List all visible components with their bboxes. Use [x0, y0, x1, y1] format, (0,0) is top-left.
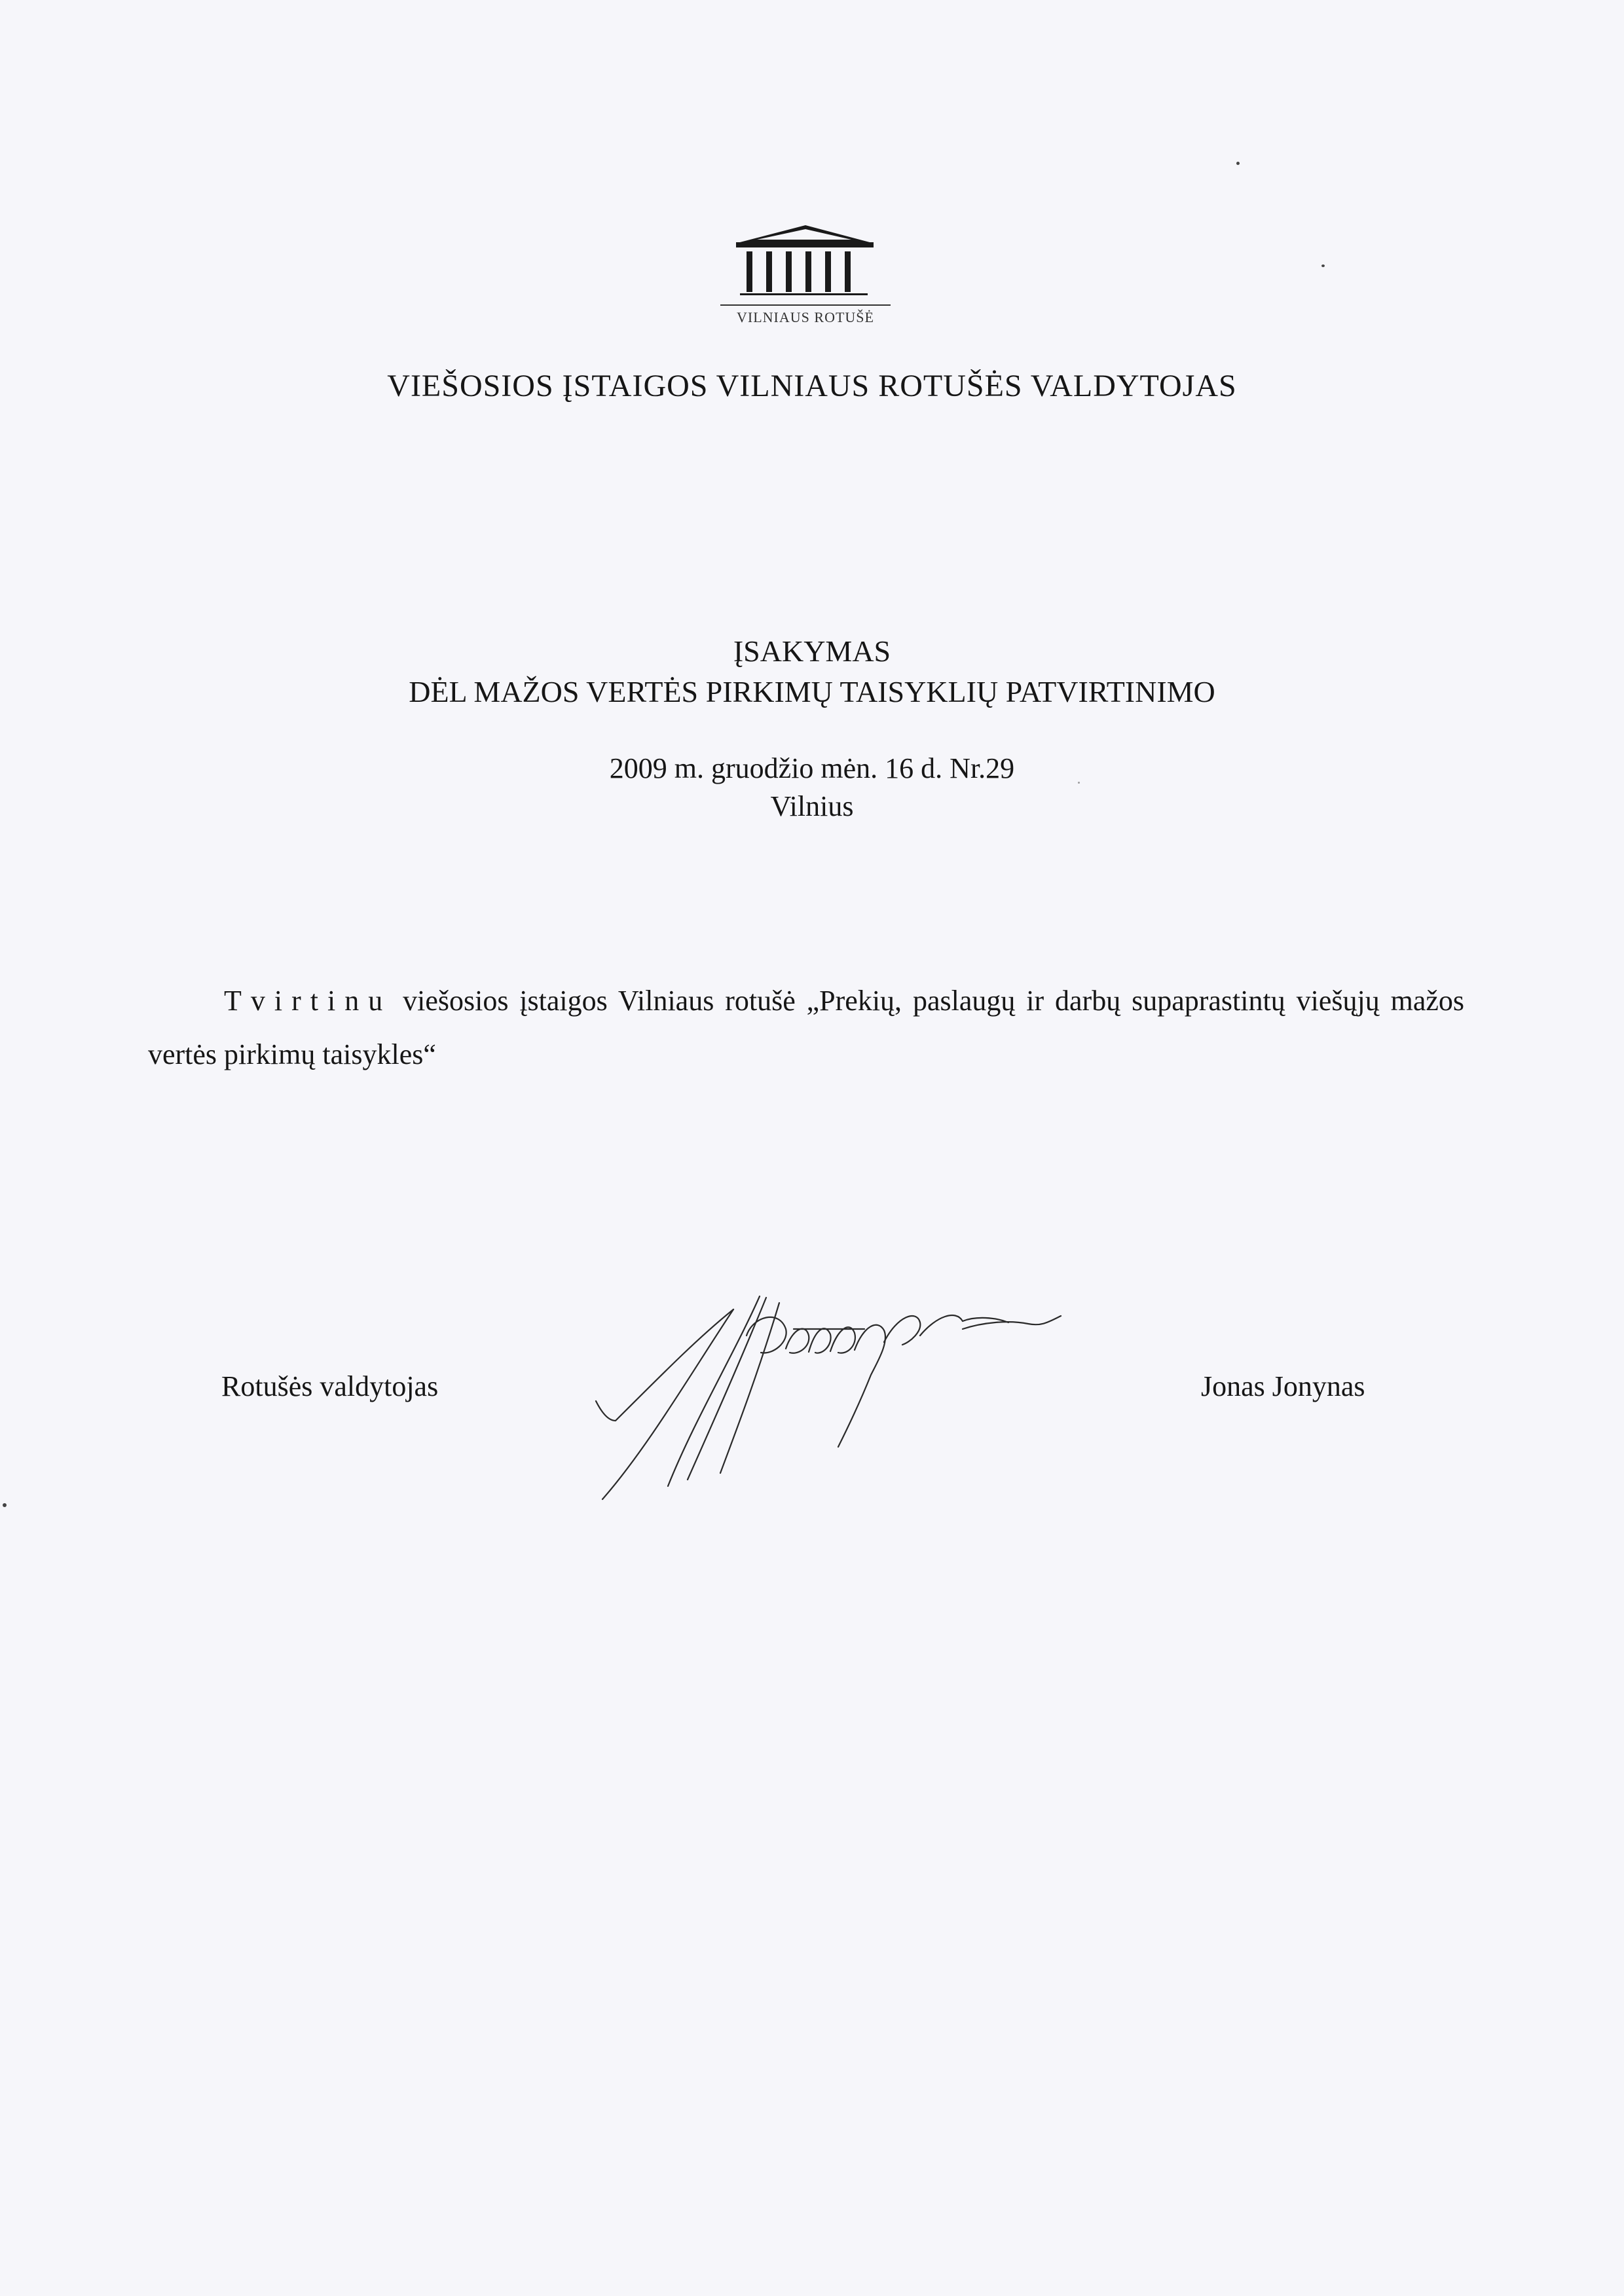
document-subject: DĖL MAŽOS VERTĖS PIRKIMŲ TAISYKLIŲ PATVIRTINIMO — [409, 675, 1215, 708]
scan-speck — [3, 1503, 7, 1507]
logo-caption: VILNIAUS ROTUŠĖ — [737, 309, 874, 325]
scan-speck — [1236, 162, 1240, 165]
institution-title: VIEŠOSIOS ĮSTAIGOS VILNIAUS ROTUŠĖS VALDYTOJAS — [387, 369, 1237, 403]
town-hall-columns-icon — [720, 220, 891, 312]
signature-icon — [589, 1290, 1074, 1512]
signatory-role: Rotušės valdytojas — [221, 1370, 439, 1402]
vilniaus-rotuse-logo — [720, 220, 891, 331]
scan-speck — [1321, 264, 1325, 267]
document-type: ĮSAKYMAS — [733, 634, 891, 668]
signatory-name: Jonas Jonynas — [1201, 1370, 1365, 1402]
order-body-text: viešosios įstaigos Vilniaus rotušė „Prekių, paslaugų ir darbų supaprastintų viešųjų mažos vertės pirkimų taisykles“ — [148, 985, 1464, 1070]
document-date-number: 2009 m. gruodžio mėn. 16 d. Nr.29 — [609, 752, 1015, 784]
spaced-verb: Tvirtinu — [224, 985, 392, 1017]
document-place: Vilnius — [770, 790, 854, 822]
handwritten-signature — [589, 1290, 1074, 1512]
order-body-paragraph — [148, 974, 1464, 1082]
